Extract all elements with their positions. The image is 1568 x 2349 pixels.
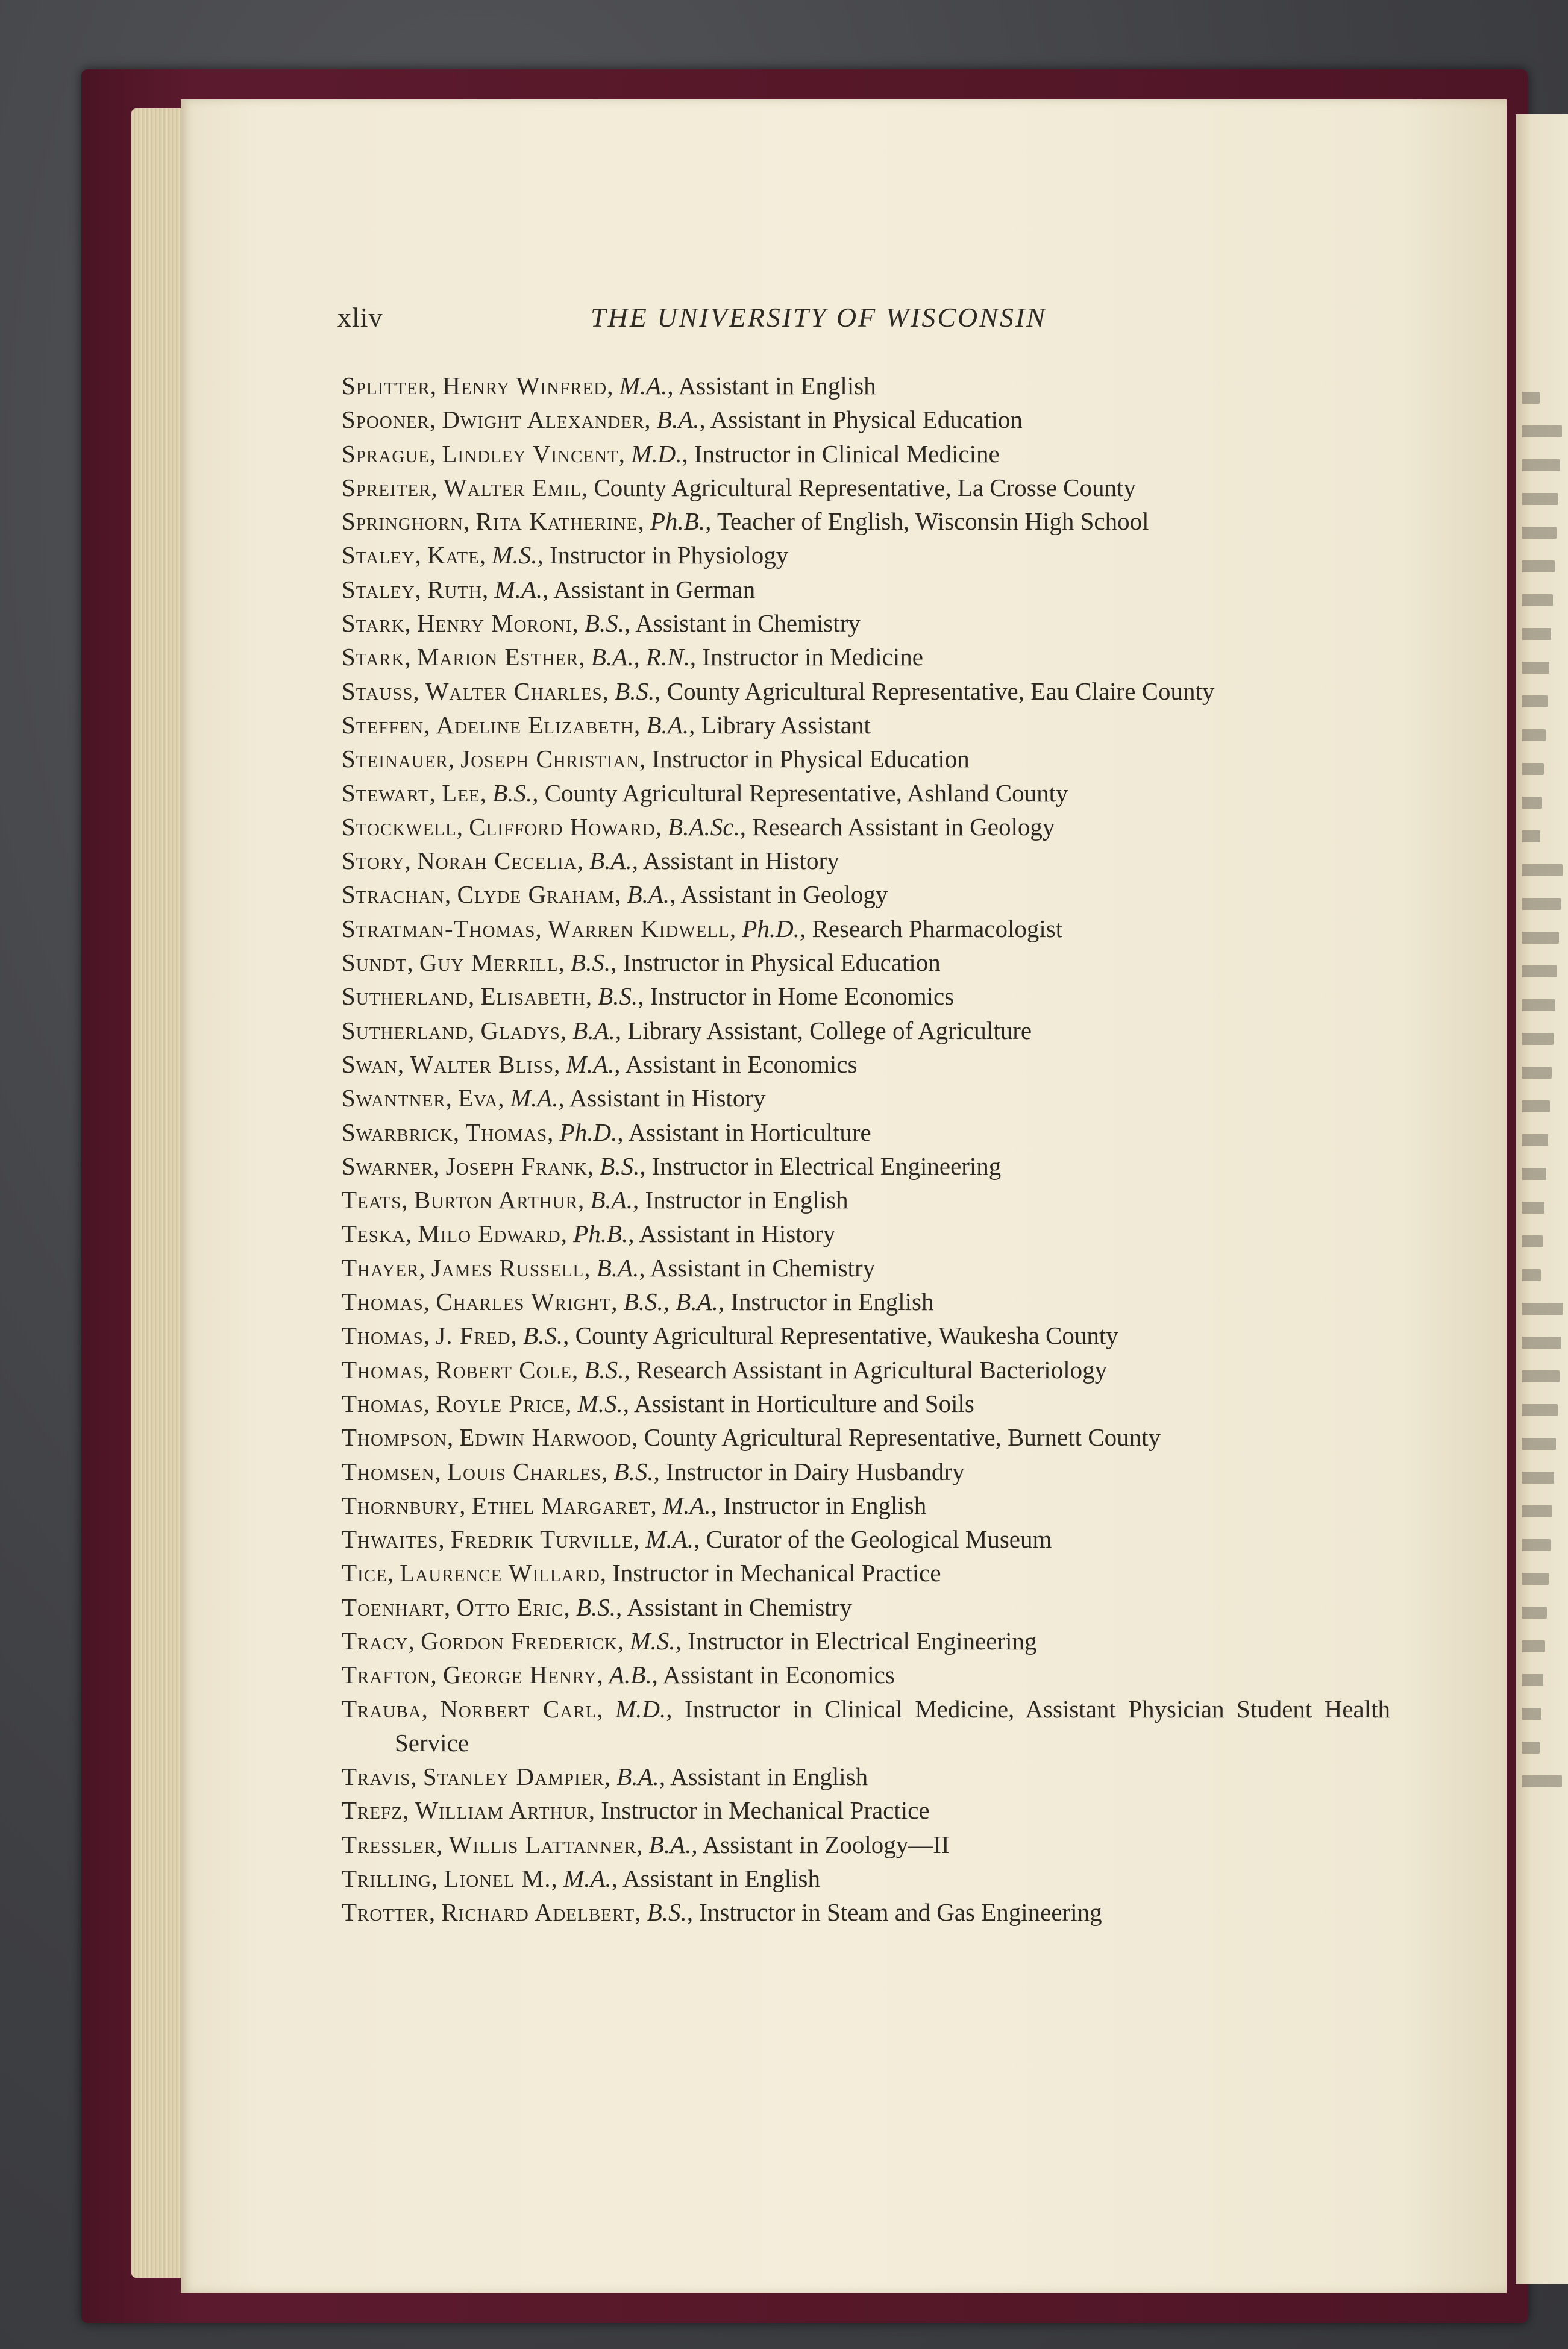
entry-given-name: Otto Eric (456, 1593, 564, 1621)
entry-surname: Stratman-Thomas (342, 914, 536, 942)
facing-page-text-fragment (1522, 830, 1540, 842)
facing-page-text-fragment (1522, 1269, 1541, 1281)
list-item: Stark, Marion Esther, B.A., R.N., Instructor in Medicine (342, 643, 923, 671)
entry-given-name: Norbert Carl (440, 1695, 597, 1723)
facing-page-text-fragment (1522, 1033, 1554, 1045)
entry-given-name: Burton Arthur (413, 1186, 578, 1214)
facing-page-text-fragment (1522, 392, 1540, 404)
list-item: Spooner, Dwight Alexander, B.A., Assistant in Physical Education (342, 406, 1023, 434)
entry-position: Assistant in History (569, 1084, 766, 1112)
entry-degree: Ph.D. (559, 1118, 618, 1146)
list-item: Swan, Walter Bliss, M.A., Assistant in Economics (342, 1050, 858, 1078)
entry-degree: B.S. (600, 1152, 640, 1180)
entry-given-name: Milo Edward (418, 1220, 561, 1248)
list-item: Tracy, Gordon Frederick, M.S., Instructor in Electrical Engineering (342, 1626, 1037, 1655)
list-item: Tressler, Willis Lattanner, B.A., Assistant in Zoology—II (342, 1830, 950, 1858)
entry-degree: B.A. (596, 1253, 639, 1282)
entry-given-name: J. Fred (436, 1322, 511, 1350)
list-item: Thornbury, Ethel Margaret, M.A., Instructor in English (342, 1491, 927, 1519)
list-item: Travis, Stanley Dampier, B.A., Assistant in English (342, 1763, 868, 1791)
entry-degree: B.S. (598, 982, 638, 1011)
facing-page-text-fragment (1522, 1134, 1548, 1146)
entry-surname: Travis (342, 1763, 411, 1791)
facing-page-text-fragment (1522, 1472, 1554, 1484)
facing-page-text-fragment (1522, 864, 1563, 876)
facing-page-text-fragment (1522, 493, 1558, 505)
entry-surname: Staley (342, 541, 415, 569)
facing-page-text-fragment (1522, 1607, 1547, 1619)
list-item: Spreiter, Walter Emil, County Agricultural Representative, La Crosse County (342, 473, 1136, 501)
list-item: Thomsen, Louis Charles, B.S., Instructor in Dairy Husbandry (342, 1457, 965, 1485)
entry-surname: Tracy (342, 1626, 409, 1655)
facing-page-text-fragment (1522, 965, 1557, 977)
entry-surname: Thwaites (342, 1525, 439, 1554)
entry-degree: M.D. (631, 439, 682, 468)
entry-position: Instructor in Medicine (702, 643, 923, 671)
entry-surname: Steinauer (342, 745, 448, 773)
entry-position: Research Pharmacologist (812, 914, 1063, 942)
entry-surname: Trafton (342, 1661, 431, 1689)
entry-surname: Stauss (342, 677, 413, 705)
facing-page-text-fragment (1522, 594, 1553, 606)
entry-given-name: Fredrik Turville (450, 1525, 633, 1554)
facing-page-text-fragment (1522, 1370, 1560, 1382)
list-item: Trilling, Lionel M., M.A., Assistant in English (342, 1864, 820, 1893)
entry-surname: Trauba (342, 1695, 422, 1723)
entry-given-name: Adeline Elizabeth (436, 710, 634, 739)
entry-position: Instructor in English (645, 1186, 848, 1214)
list-item: Sprague, Lindley Vincent, M.D., Instructor in Clinical Medicine (342, 439, 1000, 468)
entry-surname: Swan (342, 1050, 398, 1078)
list-item: Toenhart, Otto Eric, B.S., Assistant in Chemistry (342, 1593, 852, 1621)
entry-position: Instructor in English (730, 1288, 934, 1316)
entry-degree: B.S. (584, 1355, 624, 1384)
entry-degree: Ph.D. (742, 914, 800, 942)
entry-given-name: Rita Katherine (475, 507, 638, 536)
entry-surname: Stockwell (342, 812, 457, 841)
list-item: Sutherland, Gladys, B.A., Library Assistant, College of Agriculture (342, 1016, 1032, 1044)
entry-surname: Trotter (342, 1898, 429, 1927)
entry-degree: B.S., B.A. (623, 1288, 718, 1316)
entry-position: Instructor in Physiology (549, 541, 789, 569)
facing-page-text-fragment (1522, 999, 1555, 1011)
entry-given-name: Charles Wright (436, 1288, 612, 1316)
entry-given-name: Edwin Harwood (459, 1423, 632, 1452)
entry-surname: Thornbury (342, 1491, 460, 1519)
entry-given-name: Stanley Dampier (422, 1763, 604, 1791)
entry-degree: B.A. (572, 1016, 615, 1044)
entry-degree: B.S. (523, 1322, 563, 1350)
entry-surname: Swantner (342, 1084, 446, 1112)
entry-position: Instructor in Physical Education (651, 745, 970, 773)
facing-page-text-fragment (1522, 628, 1551, 640)
facing-page-text-fragment (1522, 1067, 1552, 1079)
facing-page-text-fragment (1522, 459, 1560, 471)
facing-page-text-fragment (1522, 1640, 1545, 1652)
entry-position: Assistant in Chemistry (627, 1593, 852, 1621)
next-page-sliver (1516, 114, 1568, 2284)
entry-position: Instructor in Clinical Medicine (694, 439, 1000, 468)
list-item: Swarner, Joseph Frank, B.S., Instructor in Electrical Engineering (342, 1152, 1002, 1180)
page-header (337, 301, 1392, 337)
list-item: Trotter, Richard Adelbert, B.S., Instructor in Steam and Gas Engineering (342, 1898, 1102, 1927)
entry-surname: Stark (342, 643, 405, 671)
list-item: Staley, Kate, M.S., Instructor in Physiology (342, 541, 789, 569)
entry-surname: Thomas (342, 1389, 424, 1417)
list-item: Thomas, Robert Cole, B.S., Research Assistant in Agricultural Bacteriology (342, 1355, 1108, 1384)
facing-page-text-fragment (1522, 1168, 1546, 1180)
entry-position: Assistant in Zoology—II (702, 1830, 950, 1858)
entry-degree: M.S. (577, 1389, 623, 1417)
entry-surname: Stewart (342, 779, 430, 807)
entry-given-name: Elisabeth (480, 982, 586, 1011)
list-item: Tice, Laurence Willard, Instructor in Mechanical Practice (342, 1559, 941, 1587)
facing-page-text-fragment (1522, 527, 1557, 539)
entry-given-name: James Russell (431, 1253, 585, 1282)
entry-position: Assistant in Horticulture and Soils (633, 1389, 974, 1417)
entry-position: Assistant in English (622, 1864, 820, 1893)
entry-surname: Steffen (342, 710, 424, 739)
list-item: Splitter, Henry Winfred, M.A., Assistant in English (342, 372, 876, 400)
entry-position: County Agricultural Representative, La Crosse County (594, 473, 1136, 501)
facing-page-text-fragment (1522, 1539, 1551, 1551)
entry-position: Library Assistant, College of Agriculture (627, 1016, 1032, 1044)
entry-degree: B.S. (571, 949, 611, 977)
entry-given-name: William Arthur (415, 1796, 589, 1825)
entry-given-name: Joseph Christian (460, 745, 640, 773)
entry-degree: B.S. (647, 1898, 687, 1927)
entry-position: Assistant in Economics (662, 1661, 895, 1689)
entry-degree: M.A. (662, 1491, 711, 1519)
list-item: Teats, Burton Arthur, B.A., Instructor in English (342, 1186, 848, 1214)
entry-position: County Agricultural Representative, Burnett County (644, 1423, 1161, 1452)
entry-degree: B.A. (616, 1763, 659, 1791)
entry-position: Assistant in Horticulture (628, 1118, 871, 1146)
entry-surname: Sprague (342, 439, 430, 468)
list-item: Trauba, Norbert Carl, M.D., Instructor in Clinical Medicine, Assistant Physician Student Health Service (342, 1695, 1391, 1757)
entry-degree: B.A. (656, 406, 700, 434)
list-item: Thwaites, Fredrik Turville, M.A., Curator of the Geological Museum (342, 1525, 1052, 1554)
facing-page-text-fragment (1522, 425, 1562, 437)
entry-given-name: Norah Cecelia (417, 847, 577, 875)
entry-given-name: Richard Adelbert (441, 1898, 635, 1927)
entry-position: Assistant in Chemistry (635, 609, 861, 638)
entry-position: Assistant in Economics (625, 1050, 858, 1078)
entry-surname: Toenhart (342, 1593, 444, 1621)
entry-position: Instructor in Dairy Husbandry (666, 1457, 965, 1485)
facing-page-text-fragment (1522, 898, 1561, 910)
entry-degree: B.A., R.N. (591, 643, 690, 671)
facing-page-text-fragment (1522, 1708, 1541, 1720)
entry-given-name: Ethel Margaret (471, 1491, 651, 1519)
entry-position: County Agricultural Representative, Ashland County (544, 779, 1068, 807)
entry-surname: Teska (342, 1220, 406, 1248)
entry-position: Assistant in English (670, 1763, 868, 1791)
list-item: Stratman-Thomas, Warren Kidwell, Ph.D., Research Pharmacologist (342, 914, 1063, 942)
list-item: Strachan, Clyde Graham, B.A., Assistant in Geology (342, 880, 888, 909)
facing-page-text-fragment (1522, 797, 1542, 809)
entry-degree: B.S. (584, 609, 624, 638)
entry-given-name: Warren Kidwell (547, 914, 730, 942)
entry-given-name: Guy Merrill (419, 949, 559, 977)
entry-given-name: Walter Bliss (410, 1050, 554, 1078)
entry-surname: Tice (342, 1559, 387, 1587)
entry-degree: M.A. (645, 1525, 694, 1554)
entry-given-name: Laurence Willard (400, 1559, 600, 1587)
facing-page-text-fragment (1522, 1505, 1552, 1517)
facing-page-text-fragment (1522, 763, 1544, 775)
entry-degree: A.B. (609, 1661, 652, 1689)
entry-degree: B.A. (627, 880, 670, 909)
entry-surname: Story (342, 847, 405, 875)
entry-position: Assistant in Chemistry (650, 1253, 876, 1282)
entry-degree: B.S. (613, 1457, 654, 1485)
entry-position: Instructor in English (723, 1491, 927, 1519)
list-item: Sutherland, Elisabeth, B.S., Instructor in Home Economics (342, 982, 955, 1011)
facing-page-text-fragment (1522, 1202, 1544, 1214)
entry-surname: Swarbrick (342, 1118, 453, 1146)
list-item: Steinauer, Joseph Christian, Instructor in Physical Education (342, 745, 970, 773)
entry-given-name: Robert Cole (436, 1355, 572, 1384)
list-item: Thayer, James Russell, B.A., Assistant in Chemistry (342, 1253, 876, 1282)
entry-surname: Sutherland (342, 982, 469, 1011)
entry-surname: Stark (342, 609, 405, 638)
entry-degree: B.S. (492, 779, 533, 807)
list-item: Staley, Ruth, M.A., Assistant in German (342, 575, 756, 603)
entry-given-name: Dwight Alexander (442, 406, 645, 434)
entry-surname: Tressler (342, 1830, 437, 1858)
staff-list (342, 369, 1390, 1930)
facing-page-text-fragment (1522, 1438, 1556, 1450)
entry-position: Instructor in Physical Education (622, 949, 941, 977)
entry-degree: M.A. (510, 1084, 559, 1112)
entry-given-name: Lindley Vincent (442, 439, 619, 468)
entry-degree: B.A. (646, 710, 689, 739)
entry-surname: Staley (342, 575, 415, 603)
entry-given-name: Ruth (427, 575, 482, 603)
entry-position: Assistant in History (639, 1220, 836, 1248)
entry-given-name: Joseph Frank (445, 1152, 588, 1180)
entry-given-name: George Henry (443, 1661, 597, 1689)
entry-surname: Thompson (342, 1423, 447, 1452)
entry-position: Curator of the Geological Museum (706, 1525, 1052, 1554)
facing-page-text-fragment (1522, 560, 1555, 572)
entry-degree: B.A. (589, 847, 632, 875)
entry-degree: Ph.B. (650, 507, 706, 536)
facing-page-text-fragment (1522, 1337, 1561, 1349)
list-item: Stauss, Walter Charles, B.S., County Agricultural Representative, Eau Claire County (342, 677, 1215, 705)
entry-degree: B.A.Sc. (668, 812, 740, 841)
list-item: Swantner, Eva, M.A., Assistant in History (342, 1084, 766, 1112)
list-item: Thomas, Royle Price, M.S., Assistant in Horticulture and Soils (342, 1389, 974, 1417)
entry-given-name: Clyde Graham (457, 880, 615, 909)
entry-surname: Teats (342, 1186, 402, 1214)
entry-degree: M.A. (566, 1050, 615, 1078)
entry-position: Research Assistant in Agricultural Bacteriology (636, 1355, 1108, 1384)
entry-degree: M.D. (615, 1695, 666, 1723)
entry-given-name: Marion Esther (416, 643, 579, 671)
entry-position: Assistant in English (678, 372, 876, 400)
entry-degree: M.S. (630, 1626, 676, 1655)
entry-degree: M.A. (563, 1864, 612, 1893)
entry-given-name: Gladys (480, 1016, 560, 1044)
facing-page-text-fragment (1522, 1303, 1563, 1315)
entry-given-name: Eva (458, 1084, 498, 1112)
entry-surname: Sundt (342, 949, 407, 977)
list-item: Springhorn, Rita Katherine, Ph.B., Teacher of English, Wisconsin High School (342, 507, 1149, 536)
entry-degree: B.A. (648, 1830, 692, 1858)
list-item: Sundt, Guy Merrill, B.S., Instructor in Physical Education (342, 949, 941, 977)
entry-given-name: Willis Lattanner (448, 1830, 637, 1858)
entry-surname: Strachan (342, 880, 445, 909)
facing-page-text-fragment (1522, 1742, 1540, 1754)
entry-position: Library Assistant (701, 710, 871, 739)
entry-surname: Thayer (342, 1253, 419, 1282)
entry-position: Assistant in German (553, 575, 756, 603)
list-item: Stewart, Lee, B.S., County Agricultural Representative, Ashland County (342, 779, 1068, 807)
entry-degree: B.S. (615, 677, 655, 705)
entry-position: Instructor in Mechanical Practice (612, 1559, 941, 1587)
list-item: Teska, Milo Edward, Ph.B., Assistant in History (342, 1220, 836, 1248)
facing-page-text-fragment (1522, 662, 1549, 674)
list-item: Story, Norah Cecelia, B.A., Assistant in History (342, 847, 839, 875)
entry-degree: B.A. (590, 1186, 633, 1214)
entry-degree: M.S. (492, 541, 538, 569)
entry-degree: B.S. (575, 1593, 616, 1621)
entry-given-name: Walter Emil (443, 473, 582, 501)
entry-surname: Thomsen (342, 1457, 435, 1485)
entry-position: Instructor in Electrical Engineering (651, 1152, 1002, 1180)
entry-position: Instructor in Steam and Gas Engineering (699, 1898, 1102, 1927)
list-item: Trefz, William Arthur, Instructor in Mechanical Practice (342, 1796, 930, 1825)
entry-position: Assistant in Geology (680, 880, 888, 909)
entry-surname: Swarner (342, 1152, 434, 1180)
entry-given-name: Lionel M. (444, 1864, 551, 1893)
entry-position: Instructor in Home Economics (650, 982, 955, 1011)
list-item: Trafton, George Henry, A.B., Assistant in Economics (342, 1661, 895, 1689)
entry-surname: Thomas (342, 1355, 424, 1384)
entry-given-name: Clifford Howard (469, 812, 656, 841)
entry-surname: Spreiter (342, 473, 431, 501)
entry-degree: M.A. (494, 575, 543, 603)
facing-page-text-fragment (1522, 1404, 1558, 1416)
entry-surname: Thomas (342, 1288, 424, 1316)
entry-given-name: Louis Charles (447, 1457, 602, 1485)
facing-page-text-fragment (1522, 1235, 1543, 1247)
list-item: Thomas, J. Fred, B.S., County Agricultural Representative, Waukesha County (342, 1322, 1118, 1350)
list-item: Stockwell, Clifford Howard, B.A.Sc., Research Assistant in Geology (342, 812, 1055, 841)
list-item: Thomas, Charles Wright, B.S., B.A., Instructor in English (342, 1288, 934, 1316)
entry-surname: Springhorn (342, 507, 463, 536)
entry-surname: Sutherland (342, 1016, 469, 1044)
entry-surname: Spooner (342, 406, 430, 434)
facing-page-text-fragment (1522, 1775, 1562, 1787)
entry-position: Instructor in Electrical Engineering (688, 1626, 1037, 1655)
entry-given-name: Thomas (465, 1118, 548, 1146)
entry-degree: Ph.B. (573, 1220, 629, 1248)
entry-position: Assistant in Physical Education (710, 406, 1023, 434)
list-item: Stark, Henry Moroni, B.S., Assistant in Chemistry (342, 609, 861, 638)
entry-given-name: Henry Winfred (442, 372, 607, 400)
entry-given-name: Walter Charles (425, 677, 603, 705)
facing-page-text-fragment (1522, 932, 1559, 944)
entry-position: Assistant in History (642, 847, 839, 875)
facing-page-text-fragment (1522, 1573, 1549, 1585)
list-item: Swarbrick, Thomas, Ph.D., Assistant in Horticulture (342, 1118, 871, 1146)
facing-page-text-fragment (1522, 1674, 1543, 1686)
entry-position: County Agricultural Representative, Eau Claire County (666, 677, 1215, 705)
entry-surname: Thomas (342, 1322, 424, 1350)
entry-given-name: Royle Price (436, 1389, 566, 1417)
entry-given-name: Kate (427, 541, 480, 569)
facing-page-text-fragment (1522, 1100, 1550, 1112)
facing-page-text-fragment (1522, 729, 1546, 741)
entry-given-name: Henry Moroni (416, 609, 572, 638)
entry-degree: M.A. (619, 372, 668, 400)
entry-surname: Trilling (342, 1864, 432, 1893)
entry-surname: Trefz (342, 1796, 403, 1825)
entry-surname: Splitter (342, 372, 430, 400)
running-title: THE UNIVERSITY OF WISCONSIN (591, 302, 1047, 333)
entry-position: Instructor in Mechanical Practice (601, 1796, 930, 1825)
entry-position: Teacher of English, Wisconsin High School (717, 507, 1149, 536)
list-item: Thompson, Edwin Harwood, County Agricultural Representative, Burnett County (342, 1423, 1161, 1452)
facing-page-text-fragment (1522, 695, 1548, 707)
entry-position: County Agricultural Representative, Waukesha County (575, 1322, 1118, 1350)
entry-given-name: Lee (442, 779, 480, 807)
entry-given-name: Gordon Frederick (421, 1626, 618, 1655)
entry-position: Research Assistant in Geology (752, 812, 1055, 841)
list-item: Steffen, Adeline Elizabeth, B.A., Library Assistant (342, 710, 871, 739)
entry-position: Instructor in Clinical Medicine, Assistant Physician Student Health Service (395, 1695, 1391, 1757)
page-number: xliv (337, 302, 383, 333)
